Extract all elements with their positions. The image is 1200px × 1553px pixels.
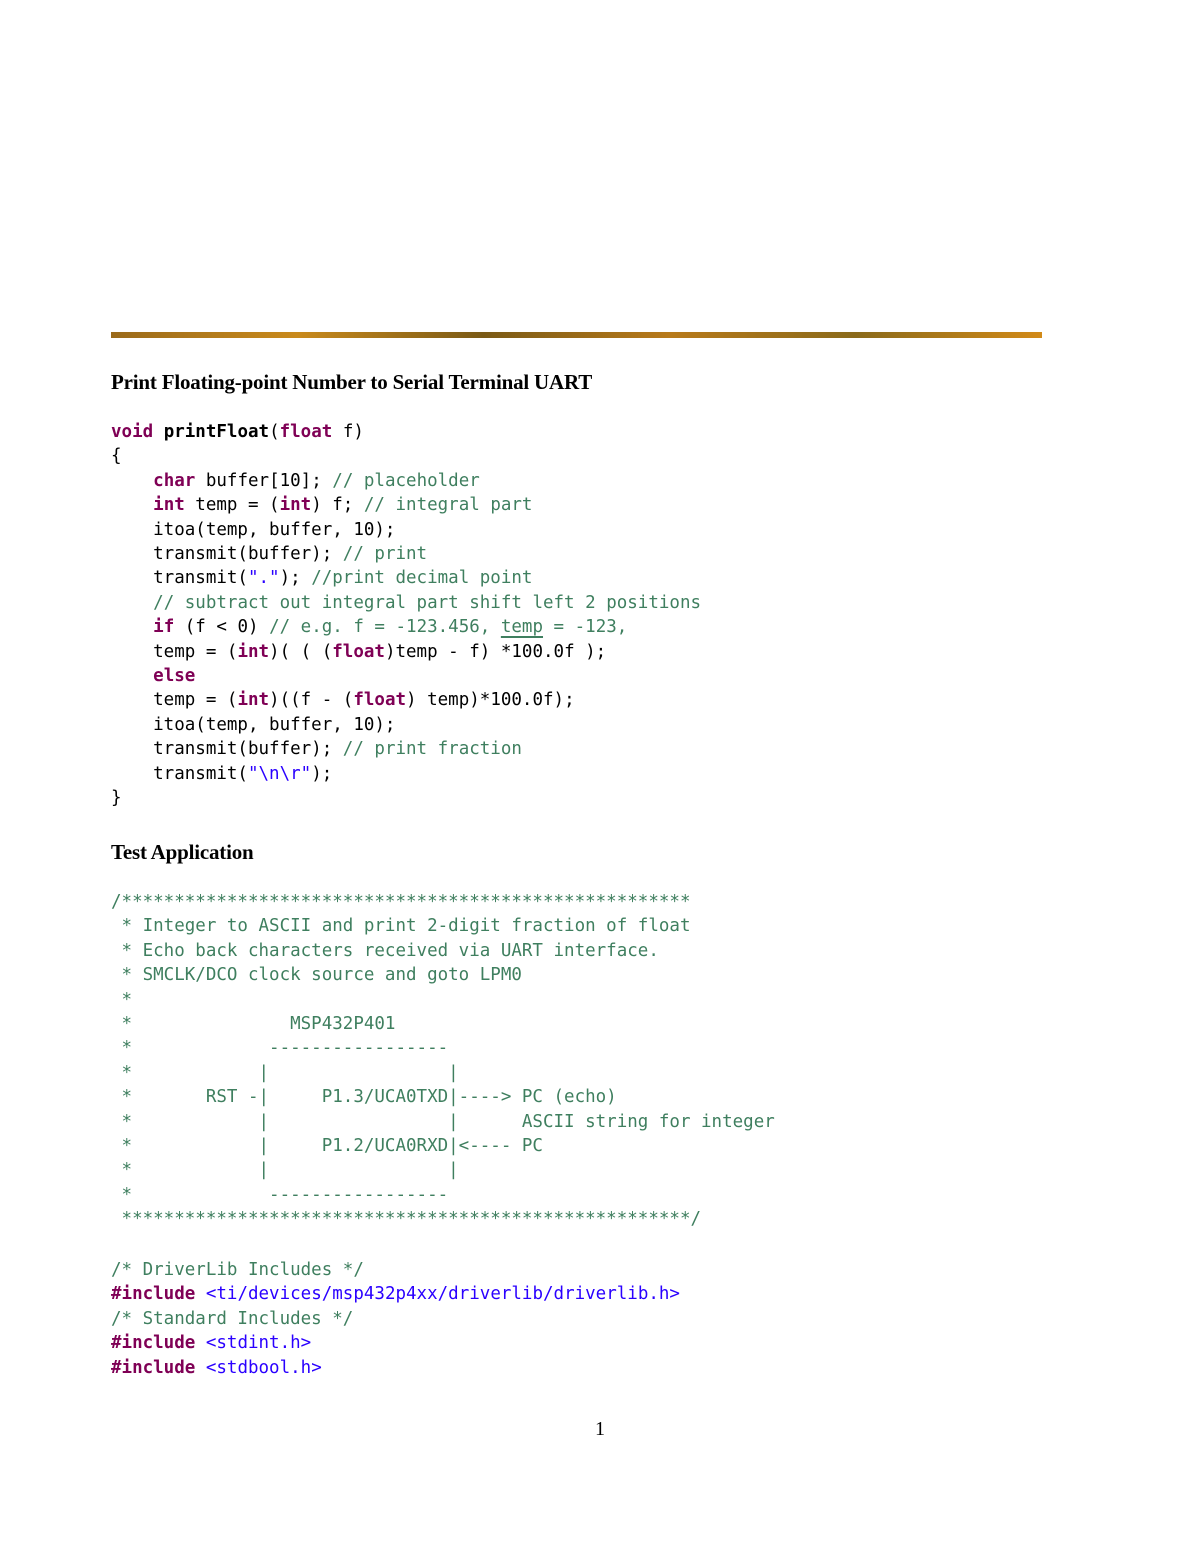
code-line: if (f < 0) // e.g. f = -123.456, temp = -123, [153,617,628,638]
comment-line: * [111,989,133,1010]
comment-line: /****************************************************** [111,892,691,912]
code-line: { [111,446,122,467]
code-line: // subtract out integral part shift left 2 positions [153,592,702,613]
code-line: transmit(buffer); // print [111,544,428,565]
section-heading-print-float: Print Floating-point Number to Serial Terminal UART [111,370,593,394]
code-line: char buffer[10]; // placeholder [153,470,480,491]
comment-line: * ----------------- [111,1038,449,1059]
code-line: itoa(temp, buffer, 10); [111,519,396,540]
code-line: void printFloat(float f) [111,422,364,442]
comment-line: * MSP432P401 [111,1014,396,1035]
comment-line: * | P1.2/UCA0RXD|<---- PC [111,1136,543,1157]
code-line: else [153,666,196,687]
code-line: temp = (int)( ( (float)temp - f) *100.0f ); [111,641,607,662]
include-line: #include <stdint.h> [111,1333,312,1354]
comment-line: * | | [111,1062,459,1083]
comment-line: * RST -| P1.3/UCA0TXD|----> PC (echo) [111,1087,617,1108]
includes-block [111,1258,680,1380]
include-line: #include <stdbool.h> [111,1357,322,1378]
include-line: #include <ti/devices/msp432p4xx/driverlib/driverlib.h> [111,1284,680,1305]
code-line: int temp = (int) f; // integral part [153,495,533,516]
comment-line: * Echo back characters received via UART interface. [111,940,659,961]
section-heading-test-application: Test Application [111,840,254,864]
decorative-divider [111,332,1042,338]
comment-line: * | | ASCII string for integer [111,1111,775,1132]
comment-line: * | | [111,1160,459,1181]
page-number: 1 [595,1418,605,1440]
comment-line: * SMCLK/DCO clock source and goto LPM0 [111,965,522,986]
print-float-code-block [111,420,701,811]
code-line: } [111,788,122,809]
code-line: transmit("."); //print decimal point [111,568,533,589]
comment-line: /* DriverLib Includes */ [111,1260,364,1280]
code-line: transmit(buffer); // print fraction [111,739,522,760]
comment-line: * Integer to ASCII and print 2-digit fraction of float [111,916,691,937]
comment-line: * ----------------- [111,1184,449,1205]
code-line: itoa(temp, buffer, 10); [111,714,396,735]
header-comment-block [111,890,775,1232]
code-line: temp = (int)((f - (float) temp)*100.0f); [111,690,575,711]
comment-line: ******************************************************/ [111,1209,702,1230]
comment-line: /* Standard Includes */ [111,1308,354,1329]
code-line: transmit("\n\r"); [111,763,333,784]
